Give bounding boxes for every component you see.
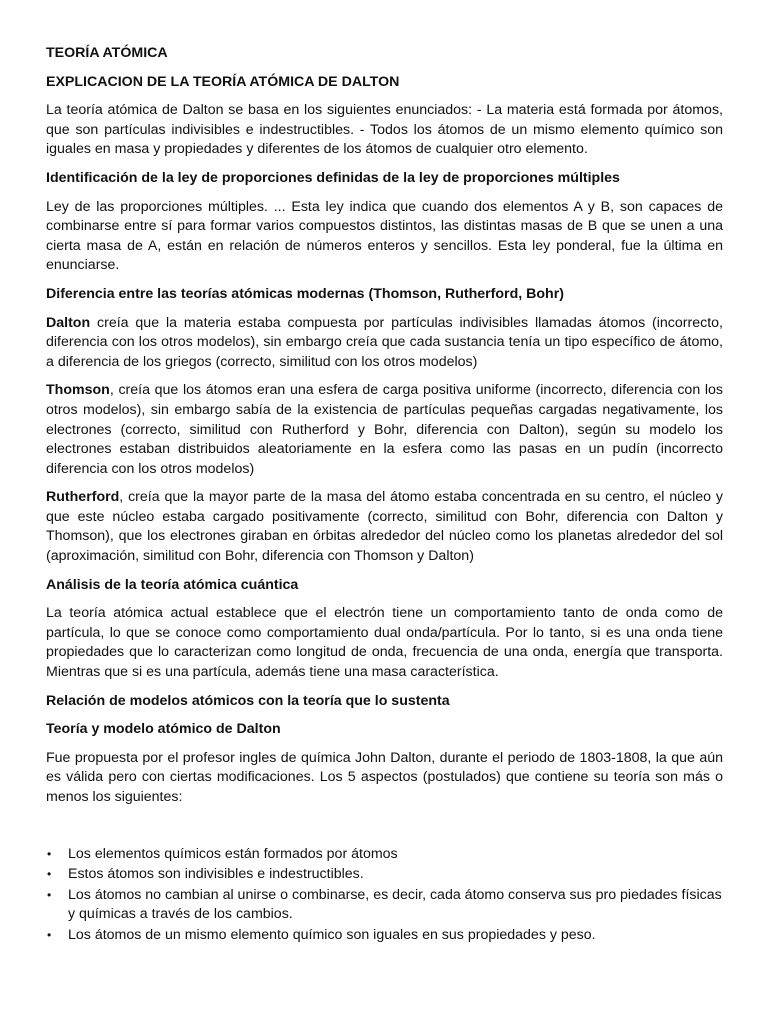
section-heading-dalton-explicacion: EXPLICACION DE LA TEORÍA ATÓMICA DE DALTON [46, 73, 400, 90]
rutherford-paragraph [46, 488, 723, 566]
section-heading-ley-proporciones: Identificación de la ley de proporciones definidas de la ley de proporciones múltiples [46, 169, 620, 186]
list-item [46, 926, 723, 946]
document-title: TEORÍA ATÓMICA [46, 45, 168, 61]
postulados-list [46, 845, 723, 946]
list-item-text: Los átomos no cambian al unirse o combinarse, es decir, cada átomo conserva sus pro piedades físicas y químicas a través de los cambios. [68, 886, 722, 923]
bullet-icon: • [47, 887, 52, 902]
list-item [46, 845, 723, 865]
list-item-text: Estos átomos son indivisibles e indestructibles. [68, 866, 364, 883]
list-item-text: Los átomos de un mismo elemento químico son iguales en sus propiedades y peso. [68, 926, 596, 943]
list-item [46, 865, 723, 885]
section-heading-modelo-dalton: Teoría y modelo atómico de Dalton [46, 721, 281, 738]
bullet-icon: • [47, 867, 52, 882]
section-heading-relacion-modelos: Relación de modelos atómicos con la teoría que lo sustenta [46, 692, 450, 709]
list-item [46, 886, 723, 925]
ley-proporciones-paragraph: Ley de las proporciones múltiples. ... Esta ley indica que cuando dos elementos A y B, son capaces de combinarse entre sí para formar varios compuestos distintos, las distintas masas de B que se unen a una cierta masa de A, están en relación de números enteros y sencillos. Esta ley ponderal, fue la última en enunciarse. [46, 198, 723, 274]
bullet-icon: • [47, 846, 52, 861]
modelo-dalton-paragraph: Fue propuesta por el profesor ingles de química John Dalton, durante el periodo de 1803-1808, la que aún es válida pero con ciertas modificaciones. Los 5 aspectos (postulados) que contiene su teoría son más o menos los siguientes: [46, 749, 723, 805]
intro-paragraph: La teoría atómica de Dalton se basa en los siguientes enunciados: - La materia está formada por átomos, que son partículas indivisibles e indestructibles. - Todos los átomos de un mismo elemento químico son iguales en masa y propiedades y diferentes de los átomos de cualquier otro elemento. [46, 102, 723, 158]
dalton-lead: Dalton [46, 314, 91, 331]
cuantica-paragraph: La teoría atómica actual establece que el electrón tiene un comportamiento tanto de onda como de partícula, lo que se conoce como comportamiento dual onda/partícula. Por lo tanto, si es una onda tiene propiedades que lo caracterizan como longitud de onda, frecuencia de una onda, energía que transporta. Mientras que si es una partícula, además tiene una masa característica. [46, 605, 723, 681]
section-heading-diferencia-teorias: Diferencia entre las teorías atómicas modernas (Thomson, Rutherford, Bohr) [46, 285, 564, 302]
rutherford-text: , creía que la mayor parte de la masa del átomo estaba concentrada en su centro, el núcleo y que este núcleo estaba cargado positivamente (correcto, similitud con Bohr, diferencia con Dalton y Thomson), que los electrones giraban en órbitas alrededor del núcleo como los planetas alrededor del sol (aproximación, similitud con Bohr, diferencia con Thomson y Dalton) [46, 489, 723, 565]
bullet-icon: • [47, 927, 52, 942]
blank-line [46, 817, 723, 845]
list-item-text: Los elementos químicos están formados por átomos [68, 845, 398, 862]
thomson-lead: Thomson [46, 382, 110, 399]
dalton-paragraph [46, 314, 723, 373]
dalton-text: creía que la materia estaba compuesta por partículas indivisibles llamadas átomos (incorrecto, diferencia con los otros modelos), sin embargo creía que cada sustancia tenía un tipo específico de átomo, a diferencia de los griegos (correcto, similitud con los otros modelos) [46, 314, 723, 370]
rutherford-lead: Rutherford [46, 489, 120, 506]
thomson-paragraph [46, 381, 723, 479]
section-heading-cuantica: Análisis de la teoría atómica cuántica [46, 576, 299, 593]
thomson-text: , creía que los átomos eran una esfera de carga positiva uniforme (incorrecto, diferencia con los otros modelos), sin embargo sabía de la existencia de partículas pequeñas cargadas negativamente, los electrones (correcto, similitud con Rutherford y Bohr, diferencia con Dalton), según su modelo los electrones estaban distribuidos aleatoriamente en la esfera como las pasas en un pudín (incorrecto diferencia con los otros modelos) [46, 382, 723, 477]
